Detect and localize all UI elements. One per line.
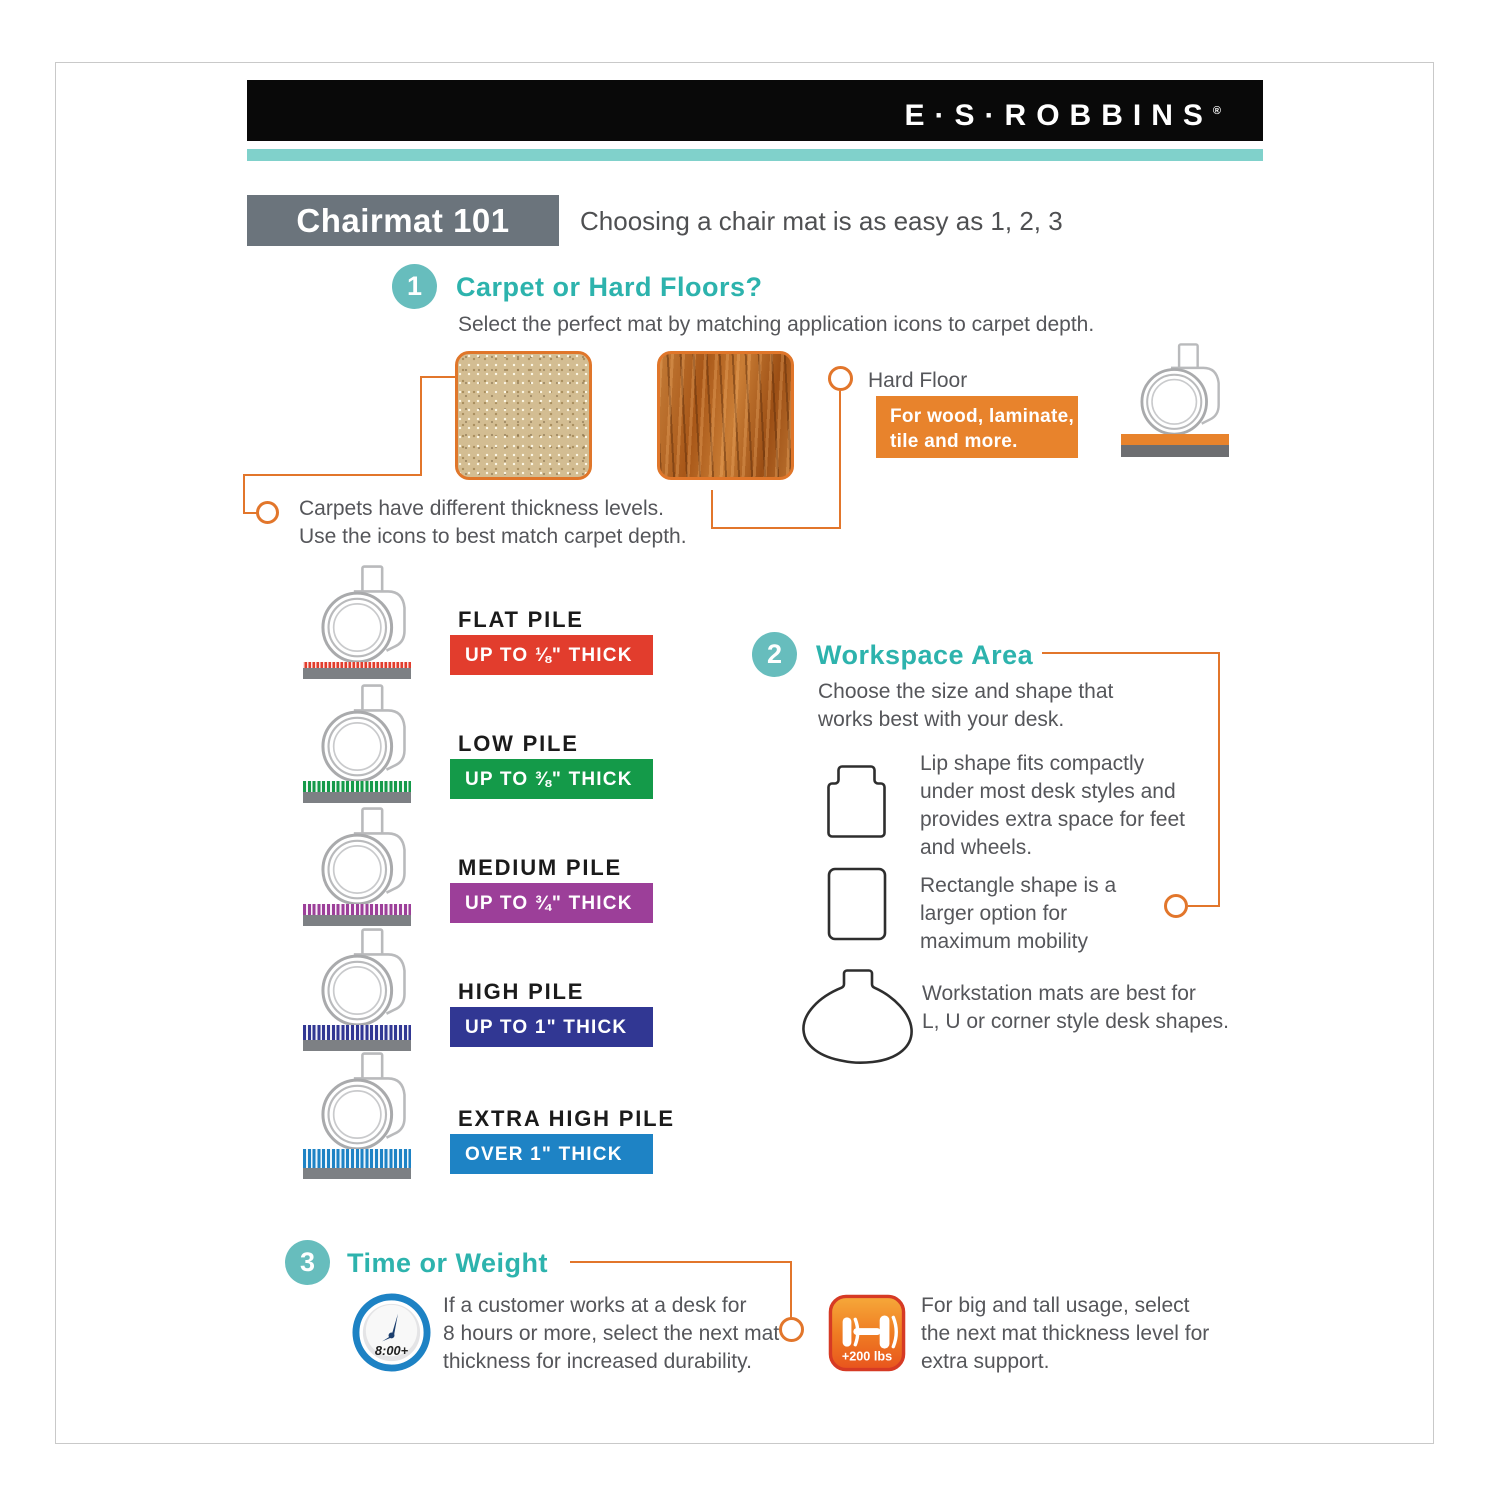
step1-subtitle: Select the perfect mat by matching application icons to carpet depth. (458, 313, 1095, 336)
hard-floor-callout-box (876, 396, 1078, 458)
brand-logo-text: E·S·ROBBINS (904, 99, 1213, 132)
brand-logo (905, 80, 1221, 141)
connector-line (711, 490, 713, 528)
weight-label: +200 lbs (841, 1349, 893, 1364)
caster-wheel-icon (309, 1051, 421, 1154)
pile-thickness-box (450, 759, 653, 799)
pile-base-strip (303, 792, 411, 803)
pile-name: MEDIUM PILE (458, 855, 623, 880)
connector-node (1164, 894, 1188, 918)
header-bar (247, 80, 1263, 141)
step3-badge (285, 1240, 330, 1285)
step3-title: Time or Weight (347, 1248, 549, 1278)
hard-floor-strip-gray (1121, 445, 1229, 457)
pile-thickness-box (450, 1134, 653, 1174)
connector-node (256, 501, 279, 524)
lip-desc-line2: under most desk styles and (920, 780, 1176, 803)
lip-desc-line4: and wheels. (920, 836, 1033, 859)
pile-base-strip (303, 1040, 411, 1051)
step1-title: Carpet or Hard Floors? (456, 272, 763, 302)
workstation-desc-line1: Workstation mats are best for (922, 982, 1196, 1005)
clock-label: 8:00+ (374, 1343, 409, 1359)
wood-swatch (657, 351, 794, 480)
connector-line (839, 391, 841, 529)
carpet-swatch (455, 351, 592, 480)
time-desc-line1: If a customer works at a desk for (443, 1294, 747, 1317)
pile-thickness-box (450, 635, 653, 675)
lip-desc-line3: provides extra space for feet (920, 808, 1185, 831)
weight-desc-line1: For big and tall usage, select (921, 1294, 1190, 1317)
pile-strip (303, 904, 411, 915)
step2-subtitle-line2: works best with your desk. (818, 708, 1065, 731)
connector-line (420, 376, 422, 476)
time-desc-line3: thickness for increased durability. (443, 1350, 752, 1373)
rectangle-desc-line2: larger option for (920, 902, 1068, 925)
workstation-mat-icon (798, 968, 918, 1066)
step3-number: 3 (299, 1247, 316, 1277)
pile-thickness: OVER 1" THICK (465, 1144, 623, 1165)
weight-desc-line2: the next mat thickness level for (921, 1322, 1210, 1345)
caster-wheel-icon (309, 806, 421, 909)
page-title-box (247, 195, 559, 246)
step1-number: 1 (406, 271, 423, 301)
connector-line (1218, 652, 1220, 907)
connector-line (790, 1261, 792, 1318)
rectangle-desc-line1: Rectangle shape is a (920, 874, 1117, 897)
pile-thickness: UP TO ⅛" THICK (465, 645, 633, 666)
lip-mat-icon (826, 764, 888, 840)
rectangle-mat-icon (826, 866, 888, 942)
connector-node (828, 366, 853, 391)
caster-wheel-icon (309, 564, 421, 667)
pile-thickness: UP TO ¾" THICK (465, 893, 633, 914)
pile-name: FLAT PILE (458, 607, 584, 632)
pile-thickness-box (450, 883, 653, 923)
pile-strip (303, 781, 411, 792)
pile-strip (303, 1025, 411, 1040)
rectangle-desc-line3: maximum mobility (920, 930, 1089, 953)
pile-base-strip (303, 668, 411, 679)
teal-stripe-divider (247, 149, 1263, 161)
connector-line (243, 474, 245, 513)
caster-wheel-icon (309, 683, 421, 786)
pile-thickness-box (450, 1007, 653, 1047)
carpet-note-line1: Carpets have different thickness levels. (299, 497, 664, 520)
step2-badge (752, 632, 797, 677)
connector-node (779, 1317, 804, 1342)
lip-desc-line1: Lip shape fits compactly (920, 752, 1145, 775)
connector-line (1188, 905, 1218, 907)
hard-floor-label: Hard Floor (868, 369, 968, 392)
step2-title: Workspace Area (816, 640, 1034, 670)
pile-thickness: UP TO ⅜" THICK (465, 769, 633, 790)
hard-floor-box-line2: tile and more. (890, 431, 1018, 452)
step2-subtitle-line1: Choose the size and shape that (818, 680, 1114, 703)
connector-line (243, 474, 422, 476)
page-title: Chairmat 101 (296, 202, 510, 239)
connector-line (1042, 652, 1220, 654)
workstation-desc-line2: L, U or corner style desk shapes. (922, 1010, 1229, 1033)
hard-floor-box-line1: For wood, laminate, (890, 406, 1075, 427)
connector-line (243, 512, 257, 514)
pile-name: EXTRA HIGH PILE (458, 1106, 675, 1131)
time-desc-line2: 8 hours or more, select the next mat (443, 1322, 780, 1345)
pile-thickness: UP TO 1" THICK (465, 1017, 628, 1038)
step1-badge (392, 264, 437, 309)
page-card (55, 62, 1434, 1444)
dumbbell-icon (828, 1294, 906, 1372)
connector-line (420, 376, 455, 378)
step2-number: 2 (766, 639, 783, 669)
pile-name: HIGH PILE (458, 979, 585, 1004)
caster-wheel-icon (309, 927, 421, 1030)
carpet-note-line2: Use the icons to best match carpet depth. (299, 525, 687, 548)
hard-floor-strip-orange (1121, 434, 1229, 445)
pile-name: LOW PILE (458, 731, 579, 756)
clock-icon (352, 1293, 431, 1372)
weight-desc-line3: extra support. (921, 1350, 1050, 1373)
pile-base-strip (303, 1168, 411, 1179)
pile-strip (303, 1149, 411, 1168)
connector-line (570, 1261, 792, 1263)
caster-wheel-icon (1129, 342, 1234, 439)
pile-base-strip (303, 915, 411, 926)
connector-line (711, 527, 841, 529)
registered-mark: ® (1212, 105, 1221, 117)
page-tagline: Choosing a chair mat is as easy as 1, 2, 3 (580, 206, 1063, 236)
